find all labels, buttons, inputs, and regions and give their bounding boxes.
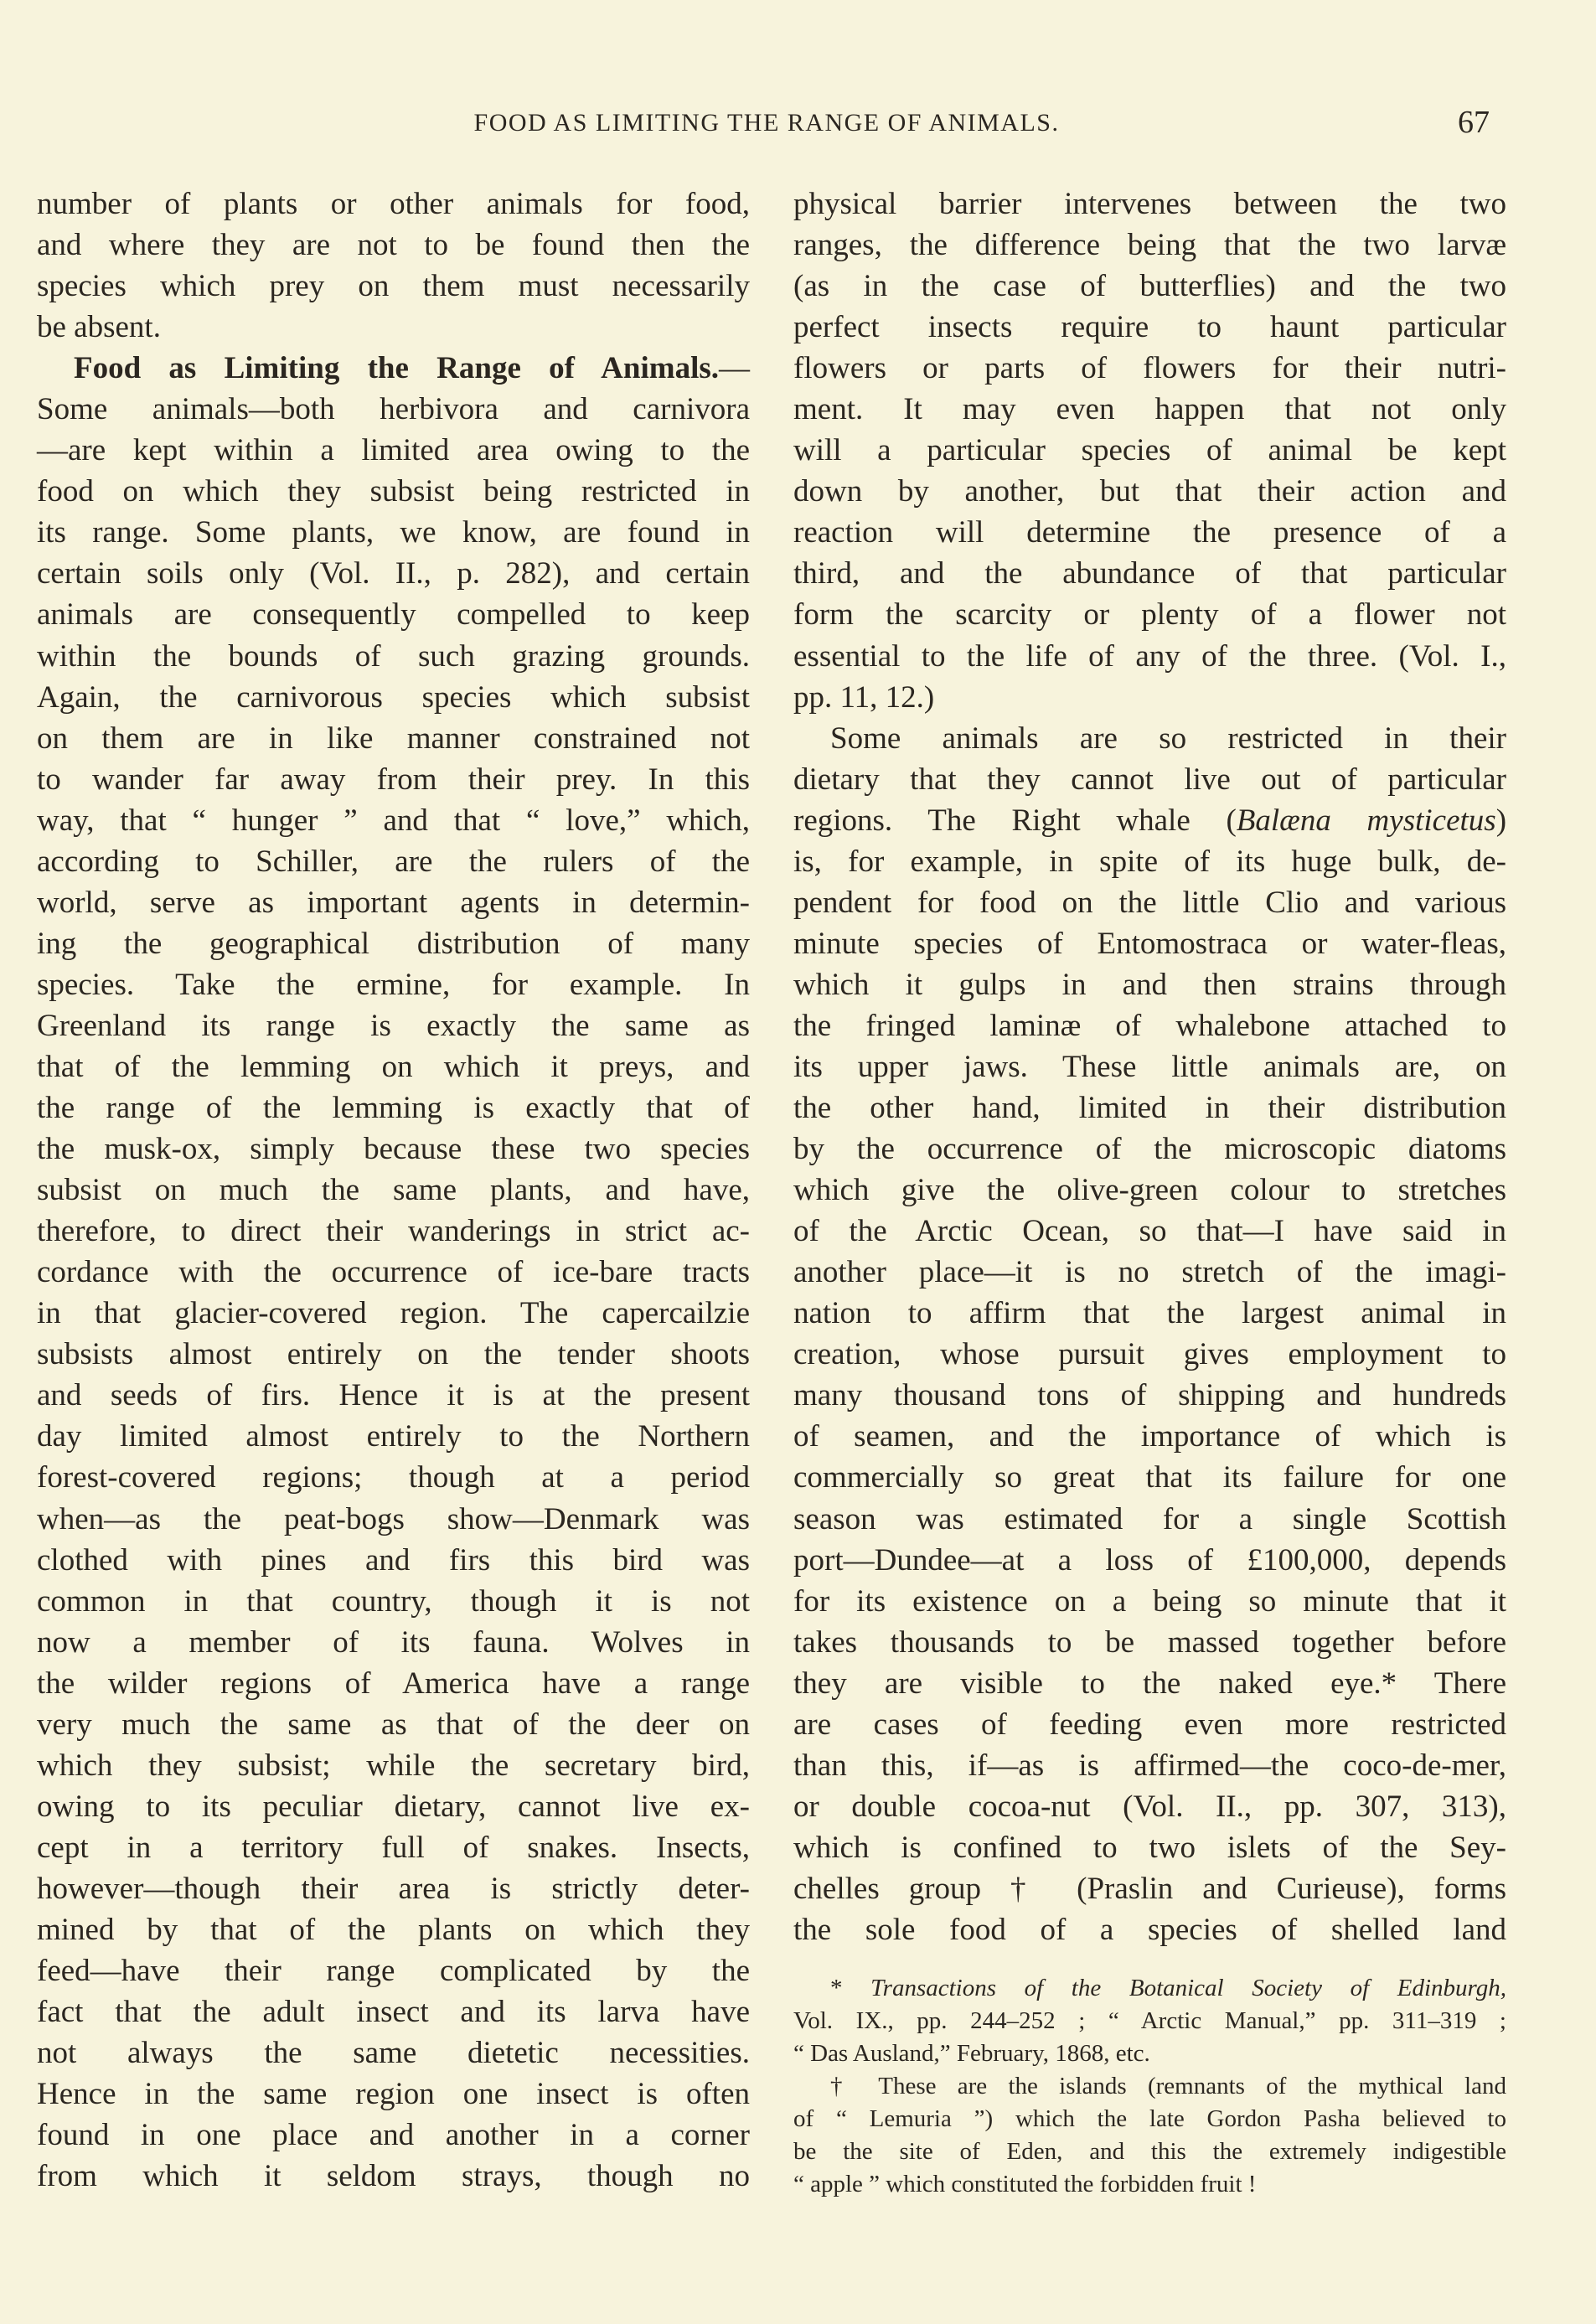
text-line: creation, whose pursuit gives employment to [793, 1337, 1506, 1372]
text-line: be absent. [37, 310, 161, 345]
text-line: which is confined to two islets of the Sey- [793, 1830, 1506, 1865]
text-line: according to Schiller, are the rulers of the [37, 844, 750, 879]
text-line: Hence in the same region one insect is often [37, 2077, 750, 2112]
italic-text: Transactions of the Botanical Society of Edinburgh, [870, 1975, 1506, 2001]
text-line: of seamen, and the importance of which is [793, 1419, 1506, 1454]
footnote-line: Vol. IX., pp. 244–252 ; “ Arctic Manual,” pp. 311–319 ; [793, 2007, 1506, 2034]
footnote-line: “ Das Ausland,” February, 1868, etc. [793, 2040, 1150, 2067]
text-line: which give the olive-green colour to stretches [793, 1173, 1506, 1208]
text-line: the other hand, limited in their distribution [793, 1091, 1506, 1126]
text-line: owing to its peculiar dietary, cannot live ex- [37, 1789, 750, 1824]
text-line: dietary that they cannot live out of particular [793, 762, 1506, 797]
text-line: pendent for food on the little Clio and various [793, 885, 1506, 920]
text-segment: regions. The Right whale ( [793, 803, 1237, 838]
text-line [37, 348, 750, 389]
text-line: pp. 11, 12.) [793, 679, 935, 715]
text-line: which it gulps in and then strains through [793, 967, 1506, 1002]
text-line: form the scarcity or plenty of a flower not [793, 597, 1506, 633]
text-line: of the Arctic Ocean, so that—I have said in [793, 1214, 1506, 1249]
text-line: clothed with pines and firs this bird was [37, 1542, 750, 1578]
text-line: feed—have their range complicated by the [37, 1954, 750, 1989]
text-line: food on which they subsist being restricted in [37, 474, 750, 509]
text-line: fact that the adult insect and its larva have [37, 1995, 750, 2030]
text-line: subsist on much the same plants, and have, [37, 1173, 750, 1208]
text-line: physical barrier intervenes between the two [793, 187, 1506, 221]
text-line: the wilder regions of America have a range [37, 1666, 750, 1701]
text-segment: — [719, 351, 750, 386]
text-line: takes thousands to be massed together before [793, 1624, 1506, 1660]
text-line: world, serve as important agents in determin- [37, 885, 750, 920]
text-line: commercially so great that its failure for one [793, 1460, 1506, 1495]
text-line: certain soils only (Vol. II., p. 282), and certain [37, 556, 750, 591]
text-line: Greenland its range is exactly the same as [37, 1008, 750, 1043]
text-line: Some animals—both herbivora and carnivora [37, 392, 750, 427]
text-line: minute species of Entomostraca or water-fleas, [793, 926, 1506, 961]
text-line: the sole food of a species of shelled land [793, 1912, 1506, 1947]
left-column [37, 183, 750, 2197]
text-line: that of the lemming on which it preys, and [37, 1049, 750, 1084]
footnotes [793, 1972, 1506, 2201]
text-line: down by another, but that their action and [793, 474, 1506, 509]
text-line: Again, the carnivorous species which subsist [37, 679, 750, 715]
footnote-line: “ apple ” which constituted the forbidden fruit ! [793, 2171, 1257, 2197]
footnote-line: be the site of Eden, and this the extremely indigestible [793, 2138, 1506, 2165]
text-line: ranges, the difference being that the two larvæ [793, 228, 1506, 263]
text-line: species which prey on them must necessarily [37, 269, 750, 304]
text-line: perfect insects require to haunt particular [793, 310, 1506, 345]
footnote-line [793, 1972, 1506, 2005]
text-line: will a particular species of animal be kept [793, 433, 1506, 468]
text-line: common in that country, though it is not [37, 1583, 750, 1619]
text-line: from which it seldom strays, though no [37, 2159, 750, 2194]
text-line: very much the same as that of the deer on [37, 1707, 750, 1742]
text-line: mined by that of the plants on which they [37, 1912, 750, 1947]
text-line: for its existence on a being so minute that it [793, 1583, 1506, 1619]
text-line: the musk-ox, simply because these two species [37, 1132, 750, 1167]
text-line: (as in the case of butterflies) and the two [793, 269, 1506, 304]
text-line: found in one place and another in a corner [37, 2118, 750, 2153]
text-line: season was estimated for a single Scottish [793, 1501, 1506, 1536]
text-line: therefore, to direct their wanderings in strict ac- [37, 1214, 750, 1249]
text-line: on them are in like manner constrained not [37, 720, 750, 756]
text-line: in that glacier-covered region. The capercailzie [37, 1296, 750, 1331]
text-line: species. Take the ermine, for example. In [37, 967, 750, 1002]
section-heading: Food as Limiting the Range of Animals. [74, 351, 719, 386]
text-segment: * [830, 1975, 871, 2001]
text-line: they are visible to the naked eye.* There [793, 1666, 1506, 1701]
text-line: many thousand tons of shipping and hundreds [793, 1378, 1506, 1413]
right-column [793, 183, 1506, 1950]
italic-text: Balæna mysticetus [1236, 803, 1496, 838]
text-line: way, that “ hunger ” and that “ love,” which, [37, 803, 750, 838]
text-line: third, and the abundance of that particular [793, 556, 1506, 591]
text-line: its range. Some plants, we know, are found in [37, 515, 750, 550]
text-line: Some animals are so restricted in their [830, 720, 1506, 756]
text-line: —are kept within a limited area owing to the [37, 433, 750, 468]
text-line: forest-covered regions; though at a period [37, 1460, 750, 1495]
text-line: cordance with the occurrence of ice-bare tracts [37, 1255, 750, 1290]
text-line: when—as the peat-bogs show—Denmark was [37, 1501, 750, 1536]
text-line: by the occurrence of the microscopic diatoms [793, 1132, 1506, 1167]
text-line: chelles group † (Praslin and Curieuse), forms [793, 1871, 1506, 1906]
text-line: which they subsist; while the secretary bird, [37, 1748, 750, 1783]
running-head: FOOD AS LIMITING THE RANGE OF ANIMALS. [473, 109, 1060, 137]
text-line: the fringed laminæ of whalebone attached to [793, 1008, 1506, 1043]
text-line: not always the same dietetic necessities. [37, 2036, 750, 2071]
text-line [793, 800, 1506, 841]
footnote-line: † These are the islands (remnants of the mythical land [830, 2073, 1506, 2099]
text-line: number of plants or other animals for food, [37, 187, 750, 221]
text-line: subsists almost entirely on the tender shoots [37, 1337, 750, 1372]
text-line: ment. It may even happen that not only [793, 392, 1506, 427]
text-line: within the bounds of such grazing grounds. [37, 638, 750, 674]
text-line: reaction will determine the presence of a [793, 515, 1506, 550]
text-line: and seeds of firs. Hence it is at the present [37, 1378, 750, 1413]
text-line: flowers or parts of flowers for their nutri- [793, 351, 1506, 386]
text-line: than this, if—as is affirmed—the coco-de-mer, [793, 1748, 1506, 1783]
footnote-line: of “ Lemuria ”) which the late Gordon Pasha believed to [793, 2105, 1506, 2132]
text-line: nation to affirm that the largest animal in [793, 1296, 1506, 1331]
text-line: the range of the lemming is exactly that of [37, 1091, 750, 1126]
text-line: and where they are not to be found then the [37, 228, 750, 263]
text-line: port—Dundee—at a loss of £100,000, depends [793, 1542, 1506, 1578]
text-line: now a member of its fauna. Wolves in [37, 1624, 750, 1660]
text-line: its upper jaws. These little animals are, on [793, 1049, 1506, 1084]
text-line: is, for example, in spite of its huge bulk, de- [793, 844, 1506, 879]
text-line: are cases of feeding even more restricted [793, 1707, 1506, 1742]
text-segment: ) [1495, 803, 1507, 838]
text-line: another place—it is no stretch of the imagi- [793, 1255, 1506, 1290]
text-line: cept in a territory full of snakes. Insects, [37, 1830, 750, 1865]
text-line: to wander far away from their prey. In this [37, 762, 750, 797]
text-line: or double cocoa-nut (Vol. II., pp. 307, 313), [793, 1789, 1506, 1824]
text-line: ing the geographical distribution of many [37, 926, 750, 961]
text-line: day limited almost entirely to the Northern [37, 1419, 750, 1454]
page-number: 67 [1458, 105, 1490, 140]
text-line: animals are consequently compelled to keep [37, 597, 750, 633]
text-line: essential to the life of any of the three. (Vol. I., [793, 638, 1506, 674]
text-line: however—though their area is strictly deter- [37, 1871, 750, 1906]
